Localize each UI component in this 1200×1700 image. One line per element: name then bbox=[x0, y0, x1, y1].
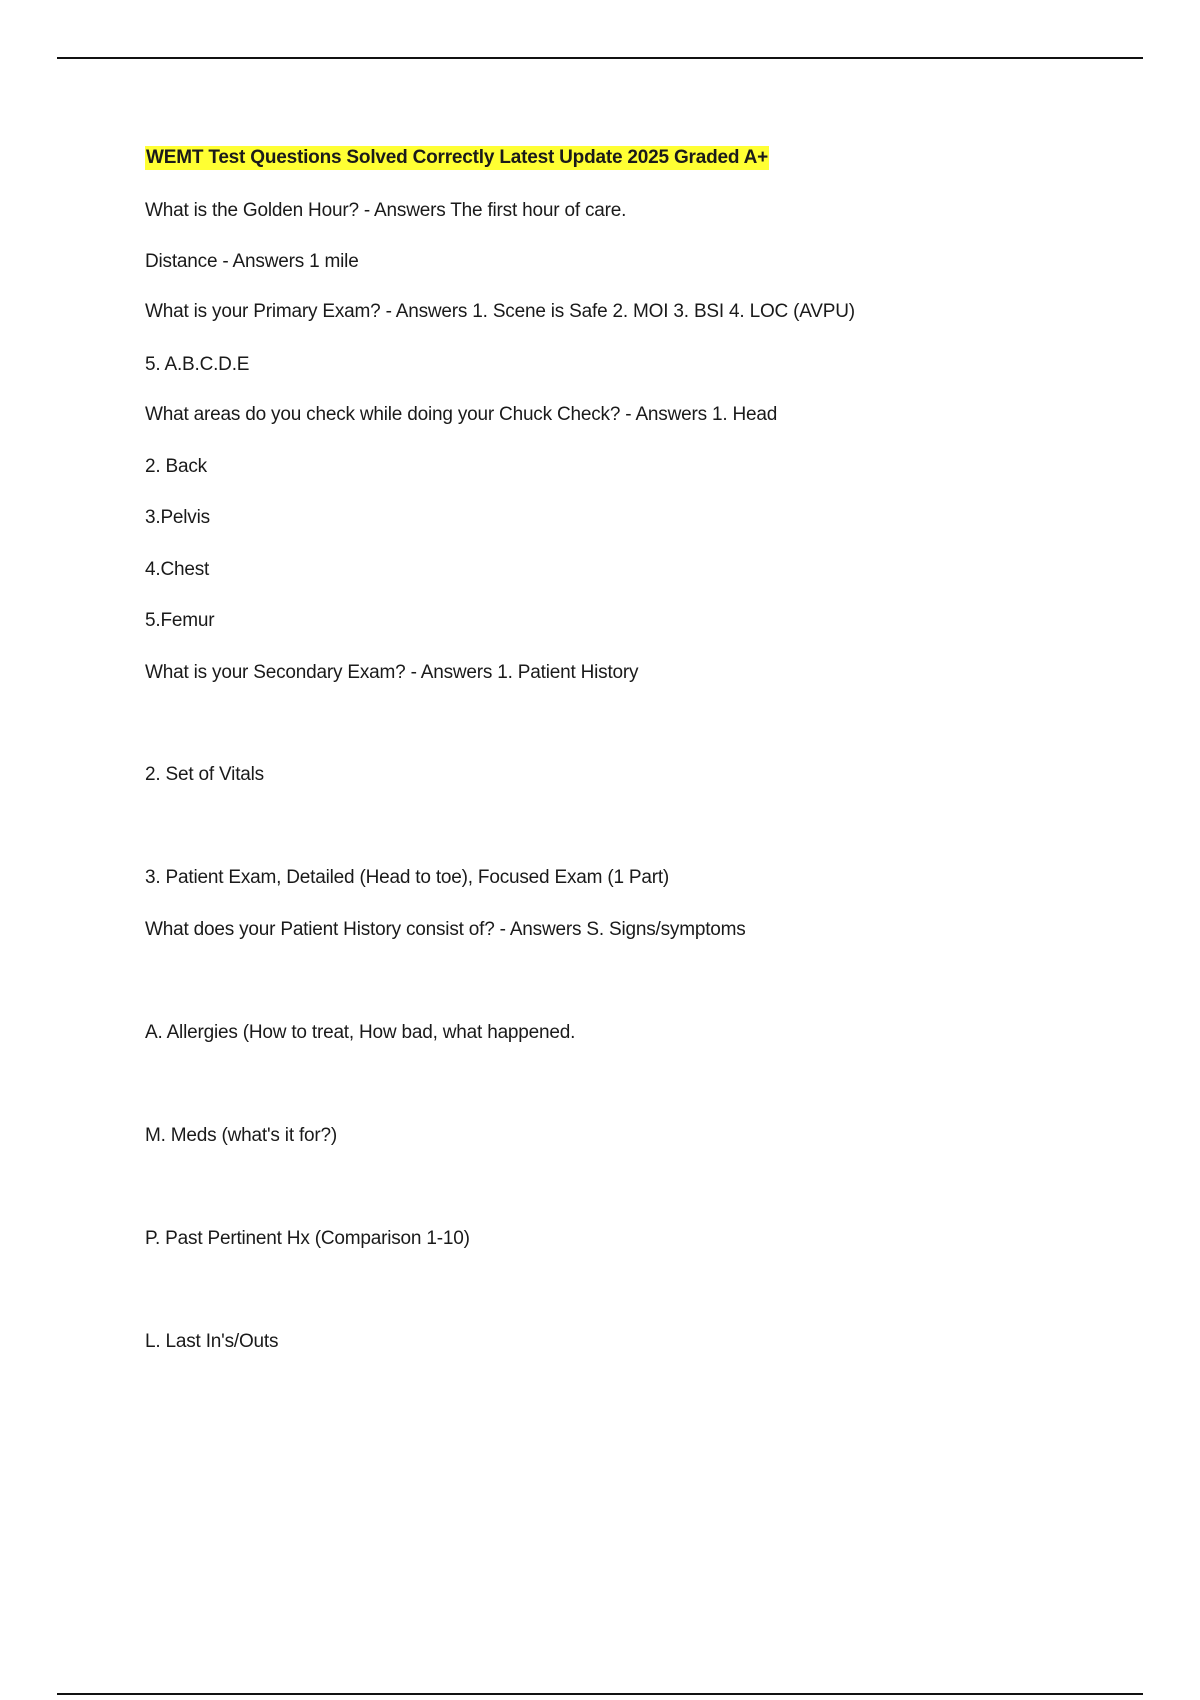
qa-line: What is your Primary Exam? - Answers 1. Scene is Safe 2. MOI 3. BSI 4. LOC (AVPU) bbox=[145, 301, 855, 322]
document-title: WEMT Test Questions Solved Correctly Latest Update 2025 Graded A+ bbox=[146, 147, 769, 168]
header-rule bbox=[57, 57, 1143, 59]
qa-line: M. Meds (what's it for?) bbox=[145, 1125, 338, 1146]
qa-line: 2. Back bbox=[145, 456, 207, 477]
qa-line: P. Past Pertinent Hx (Comparison 1-10) bbox=[145, 1228, 470, 1249]
qa-line: What areas do you check while doing your Chuck Check? - Answers 1. Head bbox=[145, 404, 778, 425]
qa-line: 2. Set of Vitals bbox=[145, 764, 264, 785]
footer-rule bbox=[57, 1693, 1143, 1695]
qa-line: 3. Patient Exam, Detailed (Head to toe), Focused Exam (1 Part) bbox=[145, 867, 670, 888]
qa-line: What does your Patient History consist of? - Answers S. Signs/symptoms bbox=[145, 919, 746, 940]
qa-line: 4.Chest bbox=[145, 559, 210, 580]
qa-line: What is the Golden Hour? - Answers The first hour of care. bbox=[145, 200, 627, 221]
qa-line: What is your Secondary Exam? - Answers 1. Patient History bbox=[145, 662, 639, 683]
qa-line: A. Allergies (How to treat, How bad, what happened. bbox=[145, 1022, 576, 1043]
qa-line: 5. A.B.C.D.E bbox=[145, 354, 250, 375]
qa-line: L. Last In's/Outs bbox=[145, 1331, 279, 1352]
qa-line: 5.Femur bbox=[145, 610, 215, 631]
qa-line: 3.Pelvis bbox=[145, 507, 210, 528]
qa-line: Distance - Answers 1 mile bbox=[145, 251, 359, 272]
